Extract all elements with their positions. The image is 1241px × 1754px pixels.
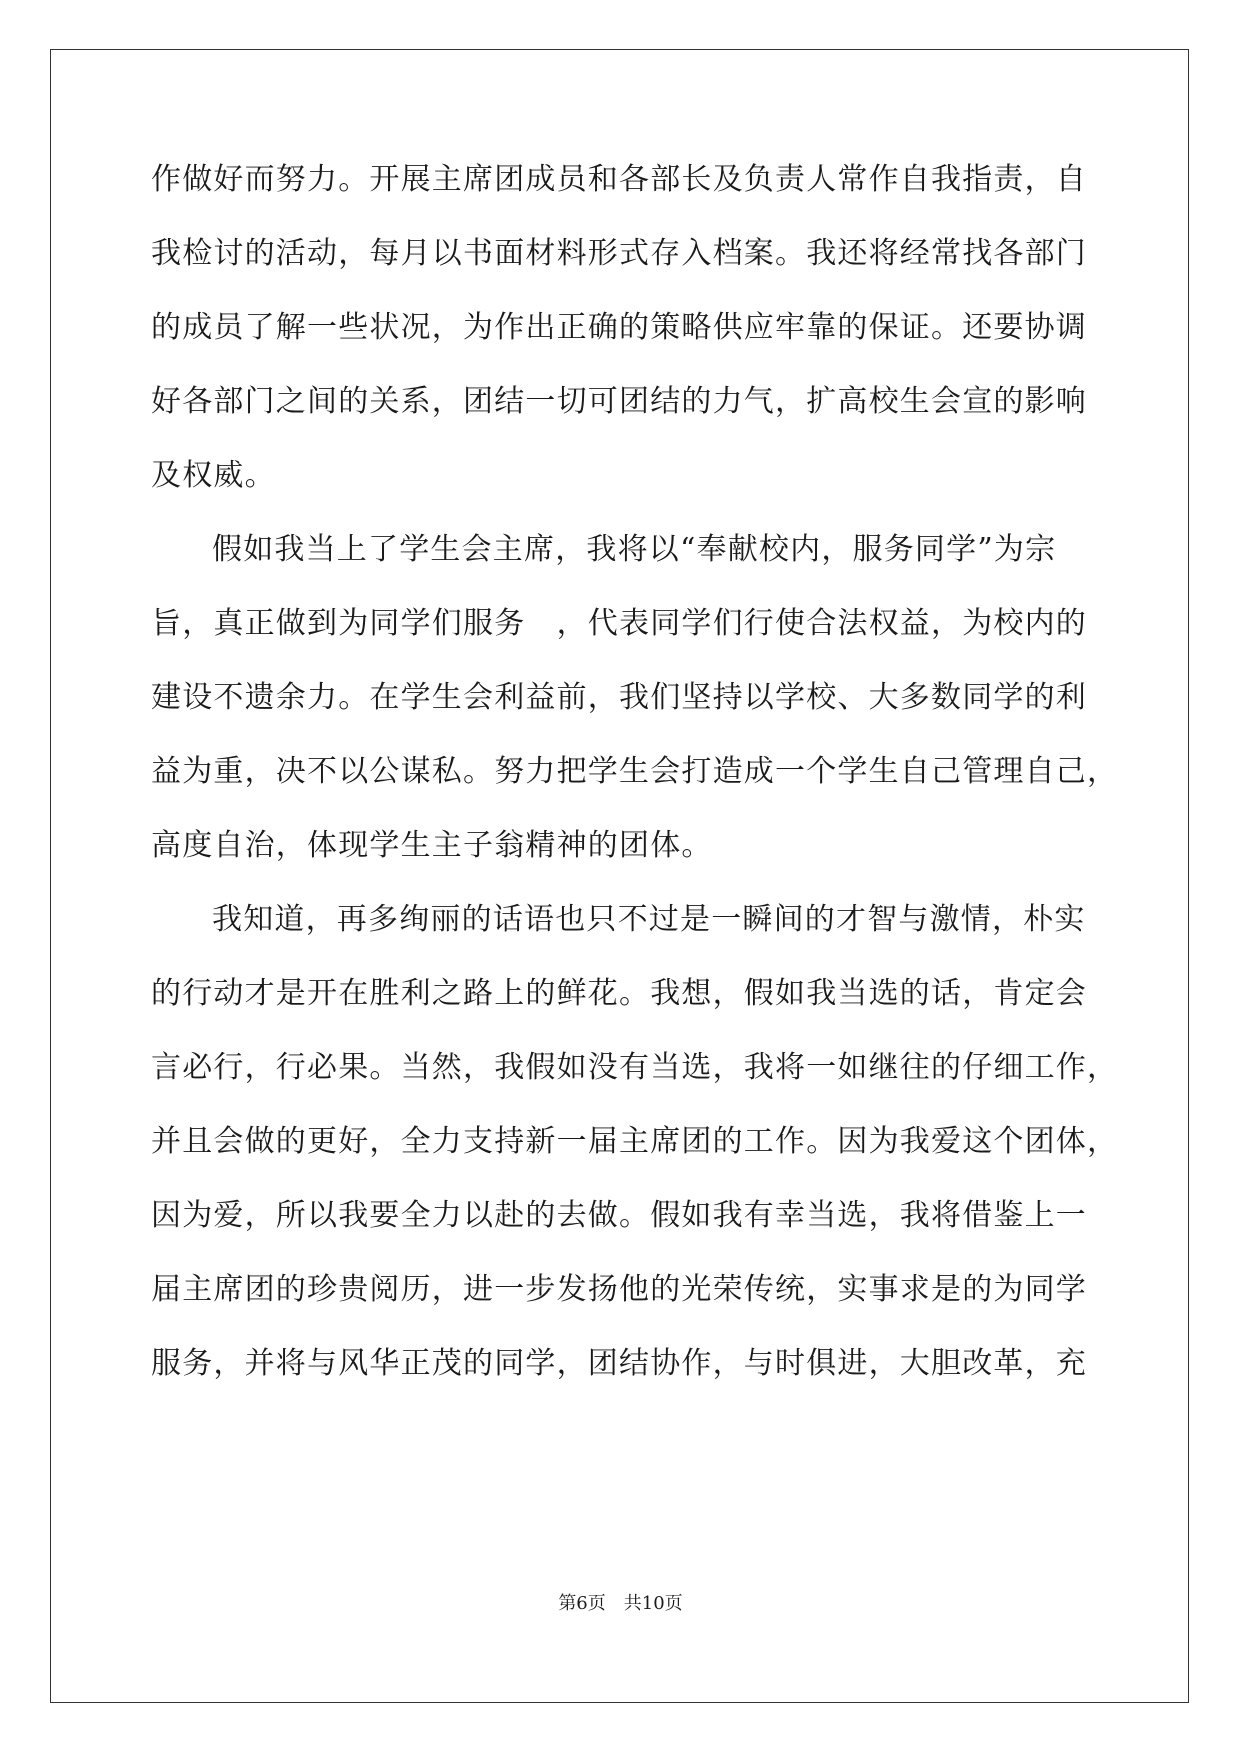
text-line: 好各部门之间的关系，团结一切可团结的力气，扩高校生会宣的影响 [151, 384, 1087, 419]
document-body [151, 160, 1119, 1418]
text-line: 益为重，决不以公谋私。努力把学生会打造成一个学生自己管理自己， [151, 754, 1119, 789]
current-page-label: 第6页 [558, 1593, 606, 1614]
text-line: 旨，真正做到为同学们服务 ，代表同学们行使合法权益，为校内的 [151, 606, 1087, 641]
text-line: 高度自治，体现学生主子翁精神的团体。 [151, 828, 713, 863]
text-line: 作做好而努力。开展主席团成员和各部长及负责人常作自我指责，自 [151, 162, 1087, 197]
text-line: 因为爱，所以我要全力以赴的去做。假如我有幸当选，我将借鉴上一 [151, 1198, 1087, 1233]
text-line: 建设不遗余力。在学生会利益前，我们坚持以学校、大多数同学的利 [151, 680, 1087, 715]
text-line: 我检讨的活动，每月以书面材料形式存入档案。我还将经常找各部门 [151, 236, 1087, 271]
text-line: 并且会做的更好，全力支持新一届主席团的工作。因为我爱这个团体， [151, 1124, 1119, 1159]
page-footer [0, 1591, 1241, 1617]
text-line: 及权威。 [151, 458, 276, 493]
text-line: 届主席团的珍贵阅历，进一步发扬他的光荣传统，实事求是的为同学 [151, 1272, 1087, 1307]
text-line: 服务，并将与风华正茂的同学，团结协作，与时俱进，大胆改革，充 [151, 1346, 1087, 1381]
text-line: 的行动才是开在胜利之路上的鲜花。我想，假如我当选的话，肯定会 [151, 976, 1087, 1011]
text-line: 言必行，行必果。当然，我假如没有当选，我将一如继往的仔细工作， [151, 1050, 1119, 1085]
text-line: 我知道，再多绚丽的话语也只不过是一瞬间的才智与激情，朴实 [212, 902, 1086, 937]
total-pages-label: 共10页 [623, 1593, 683, 1614]
text-line: 假如我当上了学生会主席，我将以“奉献校内，服务同学”为宗 [212, 532, 1057, 567]
text-line: 的成员了解一些状况，为作出正确的策略供应牢靠的保证。还要协调 [151, 310, 1087, 345]
